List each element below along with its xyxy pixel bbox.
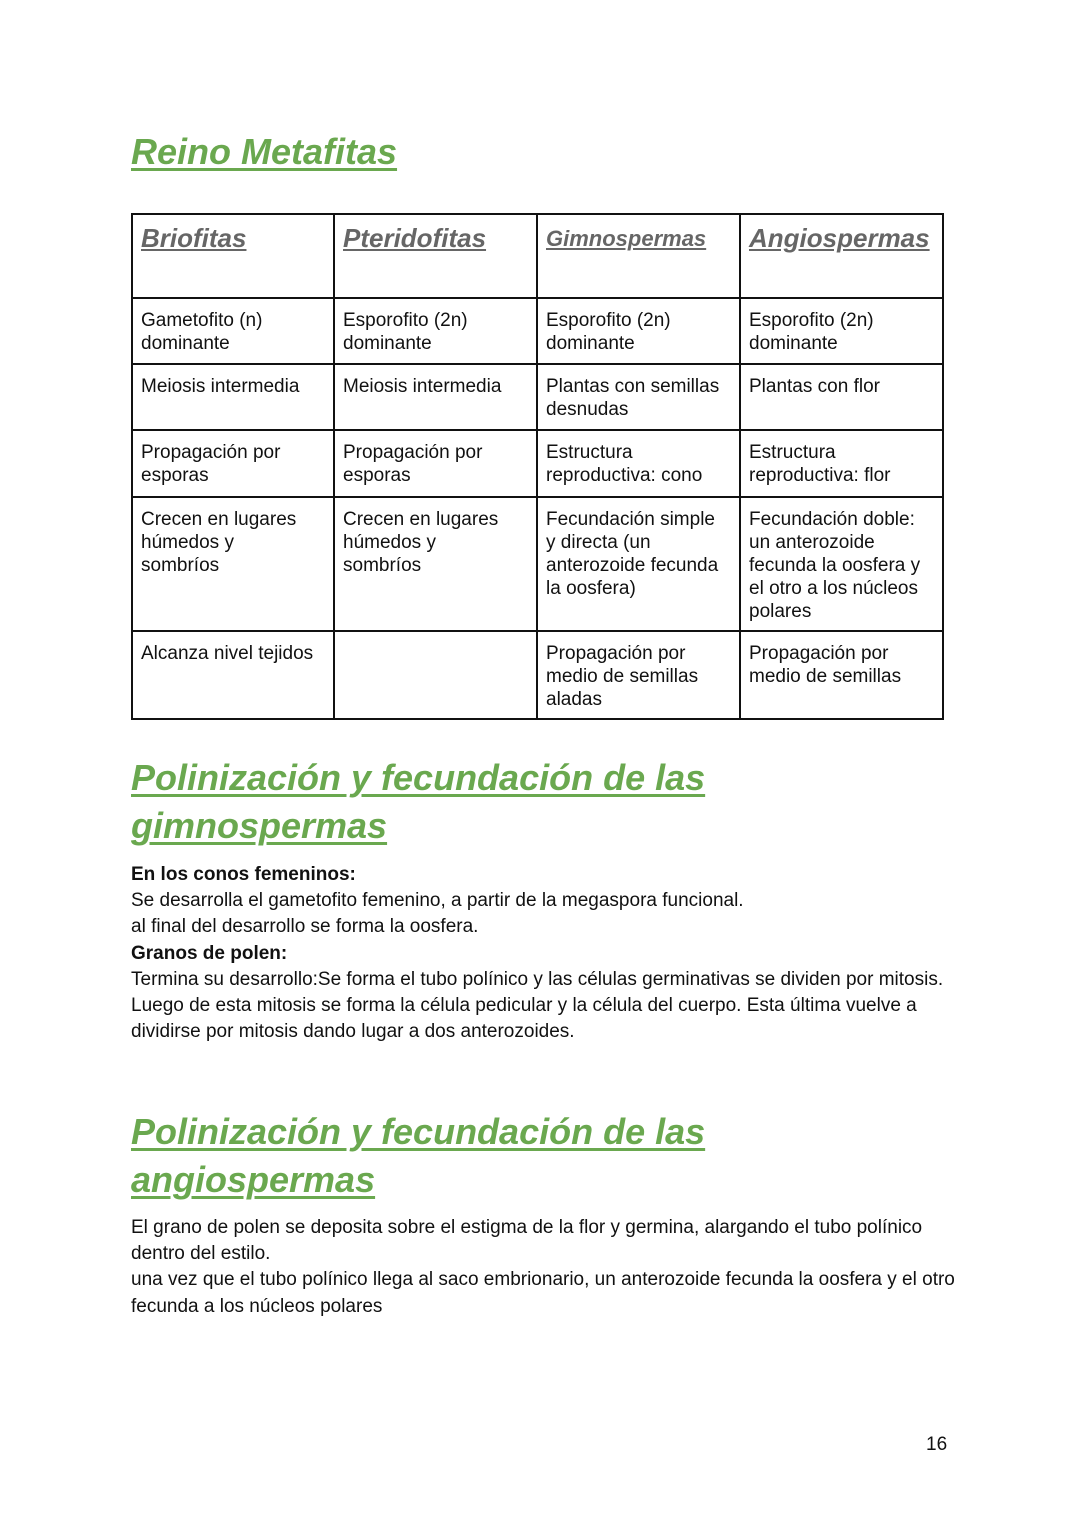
paragraph-line: al final del desarrollo se forma la oosfera. — [131, 916, 479, 938]
table-row — [132, 364, 943, 430]
table-cell — [334, 631, 537, 719]
table-cell: Estructura reproductiva: flor — [740, 430, 943, 497]
metafitas-table — [131, 213, 944, 720]
table-cell: Meiosis intermedia — [132, 364, 334, 430]
header-gimnospermas: Gimnospermas — [537, 214, 740, 298]
table-row — [132, 497, 943, 631]
table-cell: Fecundación simple y directa (un anterozoide fecunda la oosfera) — [537, 497, 740, 631]
table-cell: Esporofito (2n) dominante — [537, 298, 740, 364]
table-cell: Crecen en lugares húmedos y sombríos — [334, 497, 537, 631]
table-cell: Alcanza nivel tejidos — [132, 631, 334, 719]
header-briofitas: Briofitas — [132, 214, 334, 298]
table-cell: Propagación por esporas — [132, 430, 334, 497]
table-cell: Estructura reproductiva: cono — [537, 430, 740, 497]
table-cell: Esporofito (2n) dominante — [740, 298, 943, 364]
table-header-row — [132, 214, 943, 298]
table-cell: Fecundación doble: un anterozoide fecunda la oosfera y el otro a los núcleos polares — [740, 497, 943, 631]
header-angiospermas: Angiospermas — [740, 214, 943, 298]
table-cell: Crecen en lugares húmedos y sombríos — [132, 497, 334, 631]
section-title-gimnospermas: Polinización y fecundación de las gimnospermas — [131, 757, 706, 846]
table-cell: Meiosis intermedia — [334, 364, 537, 430]
section-title-angiospermas: Polinización y fecundación de las angiospermas — [131, 1111, 706, 1200]
subheading: Granos de polen: — [131, 942, 288, 964]
gimnospermas-text — [131, 862, 961, 1045]
table-cell: Esporofito (2n) dominante — [334, 298, 537, 364]
paragraph-line: una vez que el tubo polínico llega al saco embrionario, un anterozoide fecunda la oosfera y el otro fecunda a los núcleos polares — [131, 1269, 955, 1317]
table-cell: Propagación por medio de semillas aladas — [537, 631, 740, 719]
header-pteridofitas: Pteridofitas — [334, 214, 537, 298]
angiospermas-text — [131, 1215, 961, 1320]
page-number: 16 — [926, 1434, 948, 1455]
table-cell: Plantas con flor — [740, 364, 943, 430]
subheading: En los conos femeninos: — [131, 864, 356, 885]
table-row — [132, 298, 943, 364]
table-cell: Propagación por esporas — [334, 430, 537, 497]
paragraph-line: Se desarrolla el gametofito femenino, a partir de la megaspora funcional. — [131, 890, 744, 912]
paragraph-line: Termina su desarrollo:Se forma el tubo polínico y las células germinativas se dividen por mitosis. Luego de esta mitosis se forma la célula pedicular y la célula del cuerpo. Esta última vuelve a dividirse por mitosis dando lugar a dos anterozoides. — [131, 968, 944, 1043]
table-cell: Plantas con semillas desnudas — [537, 364, 740, 430]
section-title-reino-metafitas: Reino Metafitas — [131, 131, 398, 172]
paragraph-line: El grano de polen se deposita sobre el estigma de la flor y germina, alargando el tubo polínico dentro del estilo. — [131, 1217, 923, 1265]
table-row — [132, 631, 943, 719]
table-cell: Propagación por medio de semillas — [740, 631, 943, 719]
table-cell: Gametofito (n) dominante — [132, 298, 334, 364]
table-row — [132, 430, 943, 497]
